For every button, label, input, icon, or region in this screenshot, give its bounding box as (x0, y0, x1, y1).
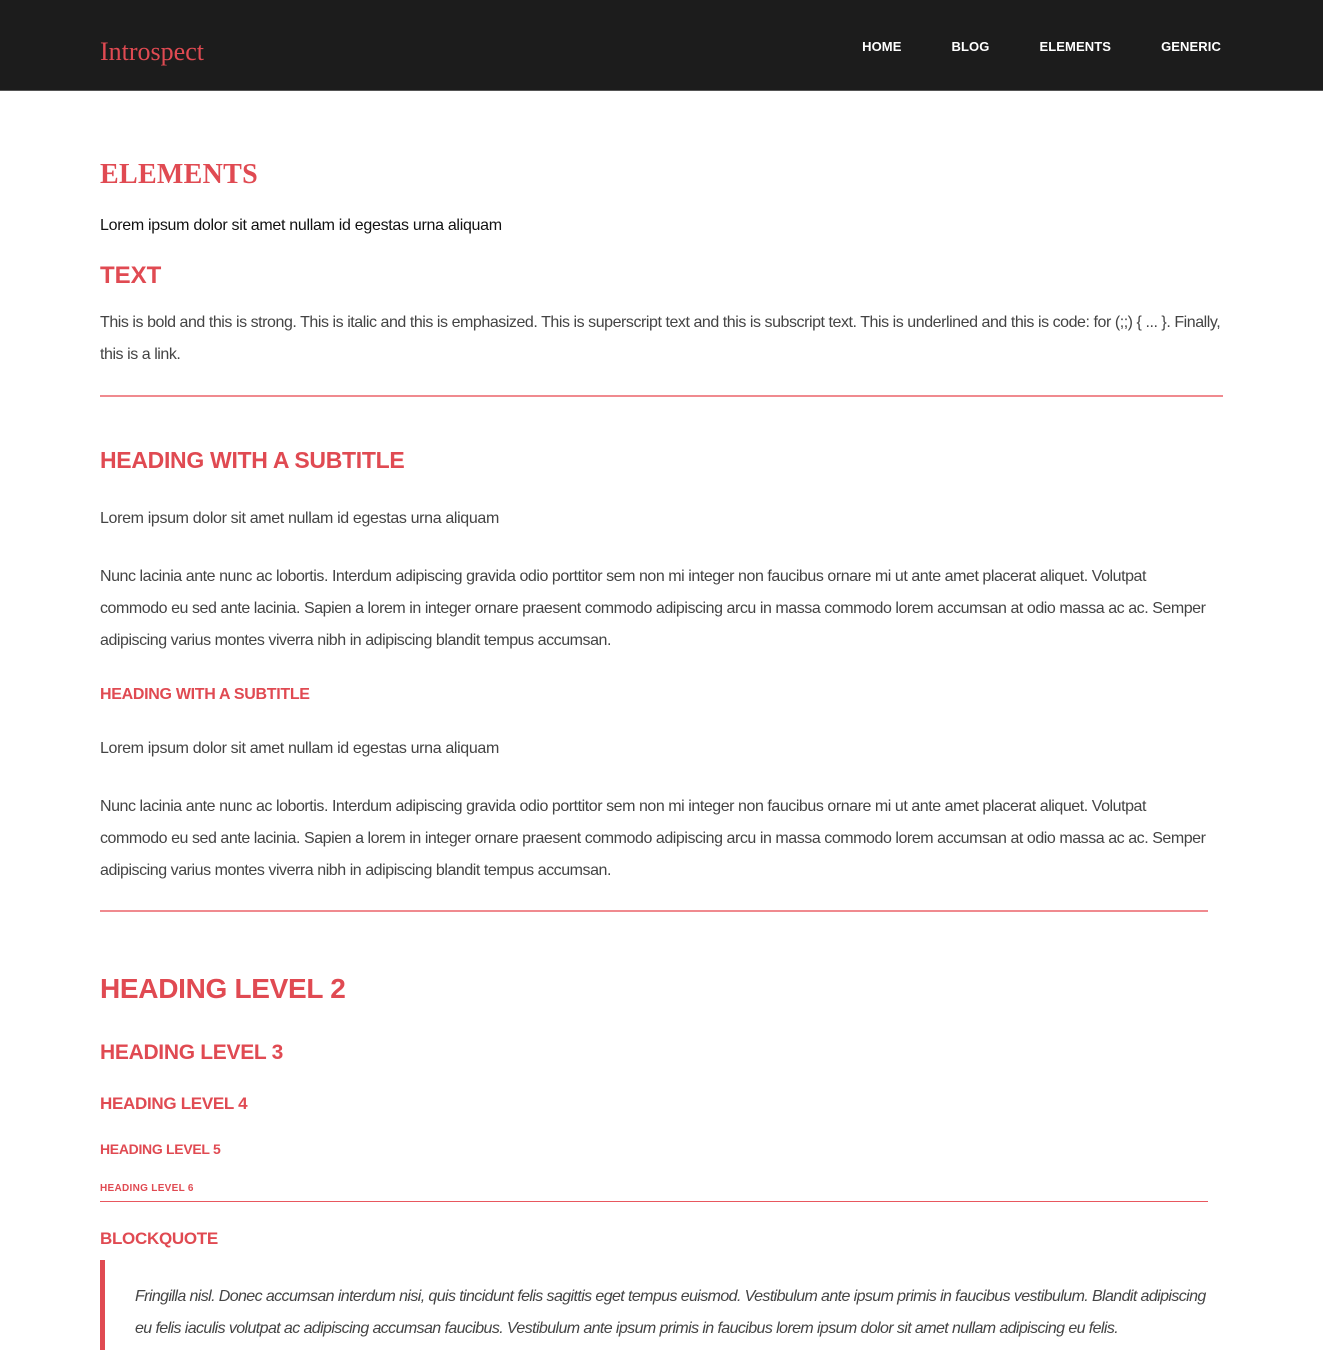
underlined-text: underlined (907, 314, 978, 331)
heading-level-5: HEADING LEVEL 5 (100, 1141, 221, 1157)
nav-blog[interactable]: BLOG (951, 39, 990, 54)
text-paragraph (100, 307, 1225, 371)
text-run: . This is (533, 314, 589, 331)
inline-link[interactable]: this is a link (100, 346, 177, 363)
subtitle-text: Lorem ipsum dolor sit amet nullam id egestas urna aliquam (100, 740, 499, 757)
text-run: text. This is (824, 314, 908, 331)
blockquote-heading: BLOCKQUOTE (100, 1229, 218, 1248)
heading-level-3: HEADING LEVEL 3 (100, 1041, 283, 1064)
heading-level-2: HEADING LEVEL 2 (100, 973, 346, 1004)
divider (100, 910, 1208, 912)
page-title: ELEMENTS (100, 159, 258, 190)
main-nav (862, 39, 1221, 54)
heading-level-6: HEADING LEVEL 6 (100, 1183, 194, 1194)
text-run: This is (100, 314, 148, 331)
site-logo[interactable]: Introspect (100, 37, 204, 66)
body-paragraph: Nunc lacinia ante nunc ac lobortis. Interdum adipiscing gravida odio porttitor sem non mi integer non faucibus ornare mi ut ante amet placerat aliquet. Volutpat commodo eu sed ante lacinia. Sapien a lorem in integer ornare praesent commodo adipiscing arcu in massa commodo lorem accumsan at odio massa ac ac. Semper adipiscing varius montes viverra nibh in adipiscing blandit tempus accumsan. (100, 568, 1206, 649)
text-run: and this is code: (977, 314, 1094, 331)
heading-level-4: HEADING LEVEL 4 (100, 1094, 248, 1113)
text-heading: TEXT (100, 262, 162, 289)
text-run: . This is (292, 314, 348, 331)
divider (100, 395, 1223, 397)
text-run: . Finally, (1166, 314, 1221, 331)
subscript-text: subscript (764, 314, 825, 331)
page-lead: Lorem ipsum dolor sit amet nullam id egestas urna aliquam (100, 217, 502, 234)
emphasized-text: emphasized (451, 314, 534, 331)
subtitle-text: Lorem ipsum dolor sit amet nullam id egestas urna aliquam (100, 510, 499, 527)
text-run: text and this is (661, 314, 765, 331)
nav-generic[interactable]: GENERIC (1161, 39, 1221, 54)
italic-text: italic (347, 314, 377, 331)
site-header (0, 0, 1323, 91)
strong-text: strong (250, 314, 293, 331)
text-run: and this is (175, 314, 251, 331)
nav-elements[interactable]: ELEMENTS (1039, 39, 1112, 54)
divider (100, 1201, 1208, 1202)
heading-with-subtitle-h2: HEADING WITH A SUBTITLE (100, 447, 405, 473)
heading-with-subtitle-h3: HEADING WITH A SUBTITLE (100, 686, 310, 703)
bold-text: bold (147, 314, 176, 331)
text-run: . (176, 346, 181, 363)
body-paragraph: Nunc lacinia ante nunc ac lobortis. Interdum adipiscing gravida odio porttitor sem non mi integer non faucibus ornare mi ut ante amet placerat aliquet. Volutpat commodo eu sed ante lacinia. Sapien a lorem in integer ornare praesent commodo adipiscing arcu in massa commodo lorem accumsan at odio massa ac ac. Semper adipiscing varius montes viverra nibh in adipiscing blandit tempus accumsan. (100, 798, 1206, 879)
text-run: and this is (376, 314, 452, 331)
nav-home[interactable]: HOME (862, 39, 902, 54)
blockquote: Fringilla nisl. Donec accumsan interdum nisi, quis tincidunt felis sagittis eget tempus euismod. Vestibulum ante ipsum primis in faucibus vestibulum. Blandit adipiscing eu felis iaculis volutpat ac adipiscing accumsan faucibus. Vestibulum ante ipsum primis in faucibus lorem ipsum dolor sit amet nullam adipiscing eu felis. (100, 1260, 1208, 1350)
superscript-text: superscript (588, 314, 662, 331)
code-text: for (;;) { ... } (1093, 314, 1167, 331)
